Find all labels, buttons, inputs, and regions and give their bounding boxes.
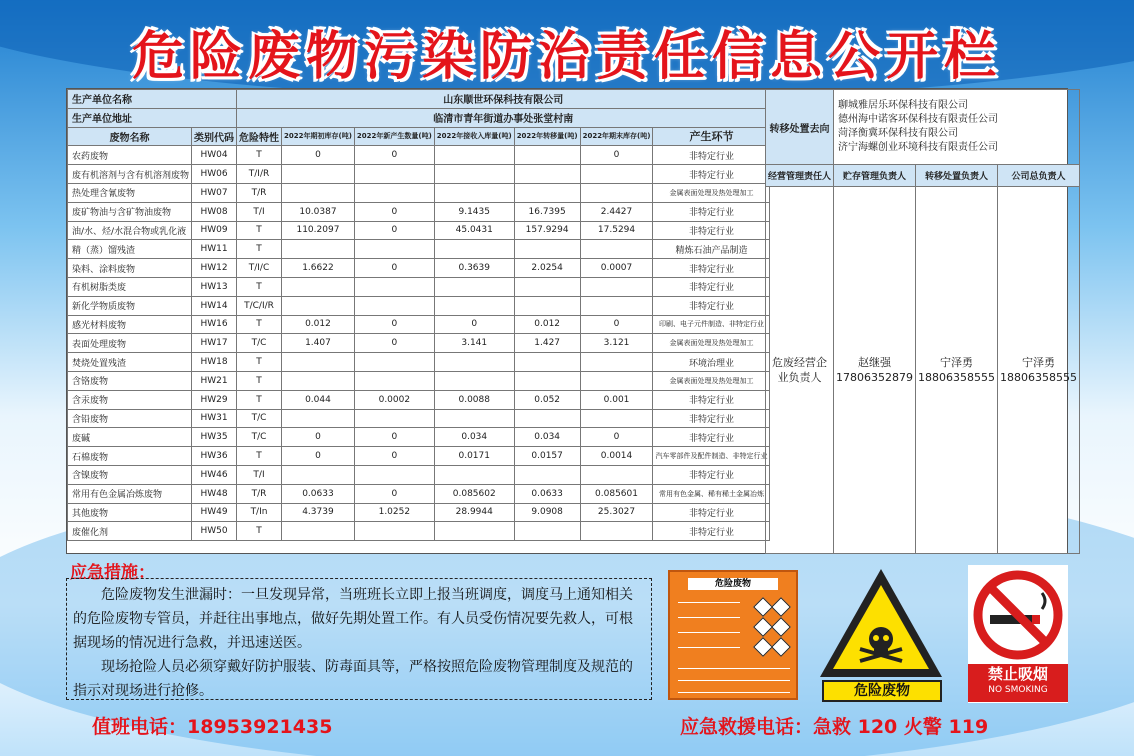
table-cell: 0 (354, 484, 434, 503)
table-row (68, 371, 770, 390)
table-cell: T/I/R (237, 165, 282, 184)
table-cell (282, 465, 355, 484)
table-cell: 9.1435 (434, 202, 514, 221)
table-cell: HW14 (192, 296, 237, 315)
table-cell (580, 465, 653, 484)
transfer-dest: 菏泽衡冀环保科技有限公司 (838, 128, 959, 139)
table-cell (434, 296, 514, 315)
table-cell: 28.9944 (434, 503, 514, 522)
table-cell: HW12 (192, 259, 237, 278)
table-cell (434, 240, 514, 259)
resp-role: 危废经营企业负责人 (766, 187, 834, 554)
col-header: 2022年转移量(吨) (514, 127, 580, 146)
transfer-dest: 聊城雅居乐环保科技有限公司 (838, 100, 969, 111)
table-cell: 废有机溶剂与含有机溶剂废物 (68, 165, 192, 184)
table-cell: T (237, 390, 282, 409)
transfer-dest: 济宁海螺创业环境科技有限责任公司 (838, 142, 999, 153)
table-cell: 157.9294 (514, 221, 580, 240)
table-cell: 精（蒸）馏残渣 (68, 240, 192, 259)
table-cell: HW29 (192, 390, 237, 409)
table-cell: 非特定行业 (653, 390, 770, 409)
table-cell: 3.121 (580, 334, 653, 353)
table-cell: T (237, 522, 282, 541)
table-cell: T (237, 447, 282, 466)
table-cell (434, 146, 514, 165)
table-cell: 废碱 (68, 428, 192, 447)
table-cell: 非特定行业 (653, 428, 770, 447)
emergency-title: 应急措施： (70, 563, 155, 583)
table-cell: 含汞废物 (68, 390, 192, 409)
table-cell (580, 165, 653, 184)
table-cell: 0 (580, 146, 653, 165)
no-smoking-sign (968, 565, 1068, 703)
person-phone: 18806358555 (999, 371, 1077, 384)
table-cell: 0.085601 (580, 484, 653, 503)
table-cell (434, 353, 514, 372)
transfer-dest: 德州海中诺客环保科技有限责任公司 (838, 114, 999, 125)
table-cell (354, 522, 434, 541)
table-cell: HW08 (192, 202, 237, 221)
table-cell (282, 353, 355, 372)
table-cell: 非特定行业 (653, 146, 770, 165)
responsible-table (765, 89, 1080, 554)
table-cell: 0 (354, 221, 434, 240)
duty-phone: 值班电话：18953921435 (92, 716, 333, 738)
table-cell: 新化学物质废物 (68, 296, 192, 315)
table-cell (434, 522, 514, 541)
table-cell: 金属表面处理及热处理加工 (653, 371, 770, 390)
table-cell (282, 296, 355, 315)
table-cell: T/I (237, 465, 282, 484)
table-cell: T (237, 277, 282, 296)
no-smoking-icon (968, 565, 1068, 663)
table-cell: T/R (237, 484, 282, 503)
table-cell (354, 409, 434, 428)
table-cell: 0.0157 (514, 447, 580, 466)
label-sign-title: 危险废物 (688, 578, 778, 590)
table-row (68, 315, 770, 334)
table-cell: 废矿物油与含矿物油废物 (68, 202, 192, 221)
table-cell: T/C (237, 334, 282, 353)
warning-label: 危险废物 (822, 680, 942, 702)
table-cell: T/R (237, 183, 282, 202)
table-cell: T (237, 221, 282, 240)
table-cell: 17.5294 (580, 221, 653, 240)
hazard-diamond-icon (771, 617, 791, 637)
unit-address-label: 生产单位地址 (68, 108, 237, 127)
table-cell (354, 353, 434, 372)
table-cell: 含镍废物 (68, 465, 192, 484)
table-cell (354, 277, 434, 296)
table-cell: 其他废物 (68, 503, 192, 522)
table-cell: 0 (282, 146, 355, 165)
table-cell: 0.034 (514, 428, 580, 447)
table-cell: 2.0254 (514, 259, 580, 278)
table-row (68, 484, 770, 503)
table-cell: 0.034 (434, 428, 514, 447)
table-cell: HW09 (192, 221, 237, 240)
transfer-label: 转移处置去向 (766, 90, 834, 165)
transfer-destinations (834, 90, 1080, 165)
table-cell: 0.0088 (434, 390, 514, 409)
table-row (68, 202, 770, 221)
person-phone: 18806358555 (918, 371, 995, 384)
table-cell (514, 371, 580, 390)
table-cell: HW07 (192, 183, 237, 202)
table-cell (514, 165, 580, 184)
col-header: 危险特性 (237, 127, 282, 146)
table-cell: 0 (354, 447, 434, 466)
waste-table (67, 89, 770, 541)
col-header: 2022年期末库存(吨) (580, 127, 653, 146)
page-title: 危险废物污染防治责任信息公开栏 (131, 27, 1002, 87)
table-cell: 4.3739 (282, 503, 355, 522)
table-cell: 0 (354, 428, 434, 447)
emergency-para: 现场抢险人员必须穿戴好防护服装、防毒面具等，严格按照危险废物管理制度及规范的指示对现场进行抢修。 (73, 659, 633, 699)
table-cell: 石棉废物 (68, 447, 192, 466)
hazard-diamond-icon (753, 617, 773, 637)
table-cell (434, 465, 514, 484)
unit-name-label: 生产单位名称 (68, 90, 237, 109)
table-cell: HW17 (192, 334, 237, 353)
table-cell (282, 371, 355, 390)
table-cell (434, 409, 514, 428)
resp-header: 转移处置负责人 (916, 165, 998, 187)
table-cell: 非特定行业 (653, 465, 770, 484)
table-cell (282, 165, 355, 184)
unit-name: 山东顺世环保科技有限公司 (237, 90, 770, 109)
table-cell: 金属表面处理及热处理加工 (653, 334, 770, 353)
resp-person (997, 187, 1079, 554)
hazard-diamond-icon (771, 637, 791, 657)
table-cell: T/In (237, 503, 282, 522)
table-cell: 0 (282, 447, 355, 466)
table-row (68, 165, 770, 184)
col-header: 2022年新产生数量(吨) (354, 127, 434, 146)
table-cell: HW16 (192, 315, 237, 334)
table-cell (354, 240, 434, 259)
table-cell: 9.0908 (514, 503, 580, 522)
no-smoking-cn: 禁止吸烟 (987, 665, 1048, 683)
table-row (68, 240, 770, 259)
table-row (68, 277, 770, 296)
table-row (68, 334, 770, 353)
table-cell: 感光材料废物 (68, 315, 192, 334)
table-cell: T (237, 240, 282, 259)
col-header: 2022年期初库存(吨) (282, 127, 355, 146)
table-row (68, 353, 770, 372)
table-cell: 1.6622 (282, 259, 355, 278)
table-header-row (68, 127, 770, 146)
table-cell: 10.0387 (282, 202, 355, 221)
table-cell: 金属表面处理及热处理加工 (653, 183, 770, 202)
table-cell: 2.4427 (580, 202, 653, 221)
table-cell: 0.0171 (434, 447, 514, 466)
table-cell: 非特定行业 (653, 522, 770, 541)
table-cell: 0.0633 (514, 484, 580, 503)
table-cell (434, 277, 514, 296)
table-row (68, 447, 770, 466)
table-cell: 染料、涂料废物 (68, 259, 192, 278)
table-cell: 0.012 (282, 315, 355, 334)
table-cell (282, 277, 355, 296)
table-cell: 0.044 (282, 390, 355, 409)
table-cell (514, 465, 580, 484)
table-cell: T/I/C (237, 259, 282, 278)
table-cell: 废催化剂 (68, 522, 192, 541)
table-row (68, 146, 770, 165)
table-cell (514, 277, 580, 296)
table-cell (354, 296, 434, 315)
table-cell (514, 296, 580, 315)
table-cell: 0.012 (514, 315, 580, 334)
table-cell (580, 240, 653, 259)
table-cell: 0 (354, 146, 434, 165)
table-cell: T/C (237, 409, 282, 428)
resp-header: 经营管理责任人 (766, 165, 834, 187)
rescue-phone: 应急救援电话：急救 120 火警 119 (680, 716, 989, 738)
table-cell: 1.0252 (354, 503, 434, 522)
table-cell: T (237, 315, 282, 334)
table-row (68, 390, 770, 409)
table-cell: 非特定行业 (653, 259, 770, 278)
table-cell: HW13 (192, 277, 237, 296)
table-row (68, 503, 770, 522)
emergency-para: 危险废物发生泄漏时：一旦发现异常，当班班长立即上报当班调度，调度马上通知相关的危险废物专管员，并赶往出事地点，做好先期处置工作。有人员受伤情况要先救人，可根据现场的情况进行急救，并迅速送医。 (73, 587, 633, 651)
resp-person (834, 187, 916, 554)
table-cell: 非特定行业 (653, 202, 770, 221)
table-cell (580, 522, 653, 541)
table-cell: 油/水、烃/水混合物或乳化液 (68, 221, 192, 240)
table-cell (514, 522, 580, 541)
table-cell (354, 165, 434, 184)
table-row (68, 465, 770, 484)
table-cell: HW48 (192, 484, 237, 503)
table-cell: 0 (354, 315, 434, 334)
info-board (66, 88, 1077, 554)
table-cell: 非特定行业 (653, 277, 770, 296)
table-cell (434, 183, 514, 202)
table-cell: T (237, 371, 282, 390)
table-cell: HW36 (192, 447, 237, 466)
table-cell: 0.001 (580, 390, 653, 409)
table-row (68, 221, 770, 240)
table-cell: 常用有色金属、稀有稀土金属冶炼 (653, 484, 770, 503)
table-cell: T (237, 353, 282, 372)
table-cell: 0 (580, 315, 653, 334)
table-cell (434, 165, 514, 184)
col-header: 产生环节 (653, 127, 770, 146)
table-row (68, 428, 770, 447)
person-phone: 17806352879 (836, 371, 913, 384)
table-cell: 0 (434, 315, 514, 334)
table-cell (354, 465, 434, 484)
table-cell: HW18 (192, 353, 237, 372)
table-cell (580, 277, 653, 296)
person-name: 宁泽勇 (1021, 356, 1055, 369)
table-cell: 0.0633 (282, 484, 355, 503)
table-cell: 0.085602 (434, 484, 514, 503)
table-cell: 热处理含氰废物 (68, 183, 192, 202)
warning-triangle-icon (816, 565, 946, 683)
table-cell (434, 371, 514, 390)
table-cell: 25.3027 (580, 503, 653, 522)
table-cell: T/C (237, 428, 282, 447)
table-cell: T/I (237, 202, 282, 221)
table-cell (282, 522, 355, 541)
hazard-diamond-icon (771, 597, 791, 617)
col-header: 2022年接收入库量(吨) (434, 127, 514, 146)
table-cell (514, 353, 580, 372)
table-row (68, 183, 770, 202)
table-cell: 非特定行业 (653, 409, 770, 428)
table-cell: 0 (354, 259, 434, 278)
table-cell: 0 (580, 428, 653, 447)
table-cell (354, 371, 434, 390)
table-cell: 110.2097 (282, 221, 355, 240)
table-cell: HW11 (192, 240, 237, 259)
hazardous-waste-label-sign (668, 570, 798, 700)
table-cell: 0.052 (514, 390, 580, 409)
resp-header: 贮存管理负责人 (834, 165, 916, 187)
table-cell (580, 371, 653, 390)
table-cell (514, 240, 580, 259)
table-cell: 0.0002 (354, 390, 434, 409)
table-cell (514, 409, 580, 428)
table-cell: HW04 (192, 146, 237, 165)
table-cell (282, 240, 355, 259)
table-cell: 0.3639 (434, 259, 514, 278)
table-cell: 汽车零部件及配件制造、非特定行业 (653, 447, 770, 466)
resp-person (916, 187, 998, 554)
table-cell: 非特定行业 (653, 296, 770, 315)
table-cell: 焚烧处置残渣 (68, 353, 192, 372)
table-cell: 0 (354, 202, 434, 221)
table-cell: 3.141 (434, 334, 514, 353)
table-cell: 1.427 (514, 334, 580, 353)
table-cell: HW49 (192, 503, 237, 522)
table-cell: 0 (354, 334, 434, 353)
table-cell: HW50 (192, 522, 237, 541)
table-cell: HW35 (192, 428, 237, 447)
table-cell: 常用有色金属冶炼废物 (68, 484, 192, 503)
table-cell: 环境治理业 (653, 353, 770, 372)
table-cell: HW46 (192, 465, 237, 484)
table-cell: 有机树脂类废 (68, 277, 192, 296)
table-cell (580, 409, 653, 428)
table-row (68, 409, 770, 428)
table-row (68, 259, 770, 278)
table-cell: 非特定行业 (653, 503, 770, 522)
person-name: 宁泽勇 (939, 356, 973, 369)
resp-header: 公司总负责人 (997, 165, 1079, 187)
table-cell (282, 409, 355, 428)
table-cell: HW21 (192, 371, 237, 390)
table-cell: 1.407 (282, 334, 355, 353)
table-cell: 0.0007 (580, 259, 653, 278)
unit-address: 临清市青年街道办事处张堂村南 (237, 108, 770, 127)
table-cell: 16.7395 (514, 202, 580, 221)
emergency-notice (66, 578, 652, 700)
table-cell: 农药废物 (68, 146, 192, 165)
table-cell: 45.0431 (434, 221, 514, 240)
hazard-diamond-icon (753, 597, 773, 617)
table-cell: 含铅废物 (68, 409, 192, 428)
table-cell: 非特定行业 (653, 221, 770, 240)
col-header: 废物名称 (68, 127, 192, 146)
table-cell (514, 146, 580, 165)
table-cell: T/C/I/R (237, 296, 282, 315)
table-cell (580, 296, 653, 315)
person-name: 赵继强 (858, 356, 891, 369)
table-cell: 非特定行业 (653, 165, 770, 184)
col-header: 类别代码 (192, 127, 237, 146)
table-cell (354, 183, 434, 202)
table-cell: 印刷、电子元件制造、非特定行业 (653, 315, 770, 334)
hazard-diamond-icon (753, 637, 773, 657)
table-cell: 含铬废物 (68, 371, 192, 390)
table-cell: 0.0014 (580, 447, 653, 466)
table-cell (580, 353, 653, 372)
table-cell: 0 (282, 428, 355, 447)
table-row (68, 522, 770, 541)
table-cell (282, 183, 355, 202)
table-cell (580, 183, 653, 202)
table-cell: HW31 (192, 409, 237, 428)
table-cell (514, 183, 580, 202)
table-cell: 表面处理废物 (68, 334, 192, 353)
table-row (68, 296, 770, 315)
table-cell: T (237, 146, 282, 165)
no-smoking-en: NO SMOKING (988, 685, 1048, 695)
table-cell: HW06 (192, 165, 237, 184)
table-cell: 精炼石油产品制造 (653, 240, 770, 259)
